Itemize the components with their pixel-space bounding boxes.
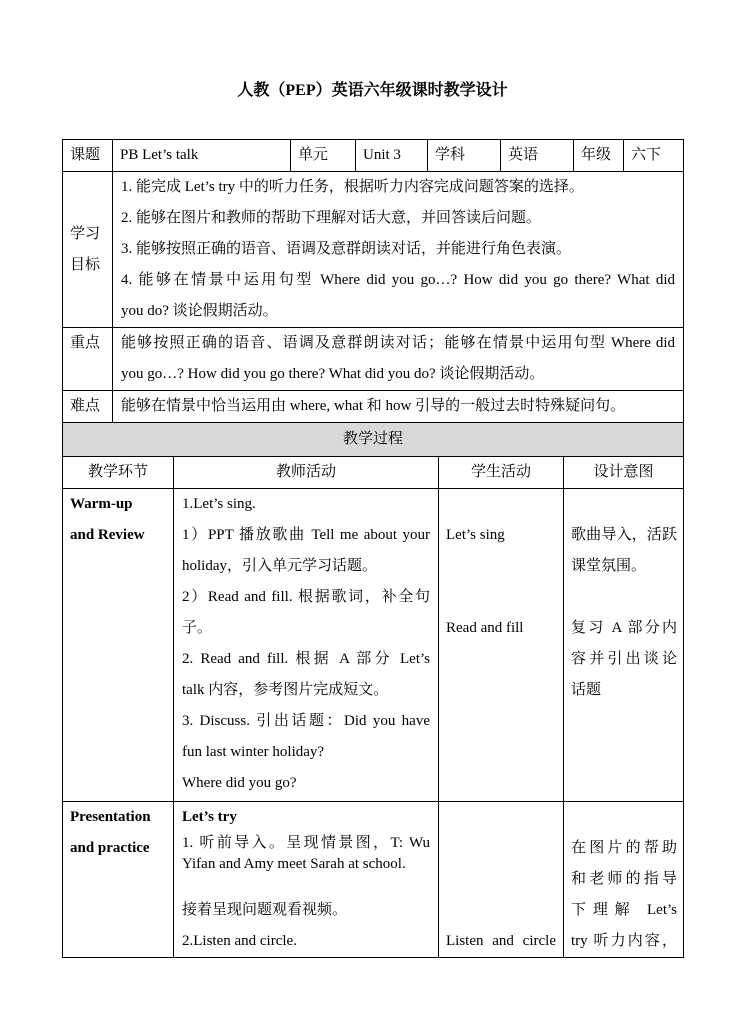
objectives-label-line: 目标: [70, 256, 101, 273]
objective-line: you do? 谈论假期活动。: [121, 303, 278, 319]
objective-line: 1. 能完成 Let’s try 中的听力任务，根据听力内容完成问题答案的选择。: [121, 179, 584, 195]
header-design-intent: 设计意图: [564, 456, 684, 488]
header-student-activity: 学生活动: [439, 456, 564, 488]
design-intent-line: try 听力内容，: [571, 932, 678, 949]
topic-value: PB Let’s talk: [113, 140, 291, 172]
design-intent-line: 在图片的帮助: [571, 839, 678, 856]
teacher-activity-line: holiday，引入单元学习话题。: [182, 557, 377, 574]
key-points-content: [113, 328, 684, 391]
design-intent-line: 课堂氛围。: [571, 557, 647, 574]
lesson-info-table: [62, 139, 684, 423]
student-activity-item: Let’s sing: [446, 526, 505, 543]
stage-row-warm-up: [63, 488, 684, 801]
subject-label: 学科: [428, 140, 501, 172]
lesson-info-row: [63, 140, 684, 172]
teacher-activity-line: 2.Listen and circle.: [182, 932, 297, 949]
teacher-activity-line: 接着呈现问题观看视频。: [182, 901, 348, 918]
topic-label: 课题: [63, 140, 113, 172]
grade-value: 六下: [624, 140, 684, 172]
student-activity-item: Listen and circle: [446, 932, 556, 949]
student-activity-cell: [439, 801, 564, 957]
stage-name-line: and Review: [70, 526, 145, 543]
teacher-activity-line: talk 内容，参考图片完成短文。: [182, 681, 389, 698]
teacher-activity-line: 3. Discuss. 引出话题：Did you have: [182, 712, 430, 729]
stage-row-presentation: [63, 801, 684, 957]
teacher-activity-line: 1. 听前导入。呈现情景图，T: Wu: [182, 834, 430, 851]
process-title: 教学过程: [63, 423, 684, 456]
difficulties-line: 能够在情景中恰当运用由 where, what 和 how 引导的一般过去时特殊疑问句。: [121, 398, 626, 414]
key-points-line: 能够按照正确的语音、语调及意群朗读对话；能够在情景中运用句型 Where did: [121, 335, 675, 351]
key-points-row: [63, 328, 684, 391]
teacher-activity-line: 1）PPT 播放歌曲 Tell me about your: [182, 526, 430, 543]
key-points-label: 重点: [63, 328, 113, 391]
objectives-label: [63, 172, 113, 328]
difficulties-label: 难点: [63, 391, 113, 423]
process-title-row: [63, 423, 684, 456]
design-intent-line: 复习 A 部分内: [571, 619, 678, 636]
teacher-activity-line: Where did you go?: [182, 774, 297, 791]
stage-name-cell: [63, 488, 174, 801]
student-activity-cell: [439, 488, 564, 801]
teacher-activity-line: Yifan and Amy meet Sarah at school.: [182, 855, 406, 872]
stage-name-line: and practice: [70, 839, 150, 856]
difficulties-content: [113, 391, 684, 423]
objectives-label-line: 学习: [70, 225, 101, 242]
design-intent-line: 下理解 Let’s: [571, 901, 678, 918]
unit-label: 单元: [291, 140, 356, 172]
header-teacher-activity: 教师活动: [174, 456, 439, 488]
objectives-row: [63, 172, 684, 328]
student-activity-item: Read and fill: [446, 619, 524, 636]
subject-value: 英语: [501, 140, 574, 172]
page-title: 人教（PEP）英语六年级课时教学设计: [237, 82, 508, 99]
teacher-activity-cell: [174, 801, 439, 957]
stage-name-line: Warm-up: [70, 495, 133, 512]
objectives-content: [113, 172, 684, 328]
teacher-activity-line: 2. Read and fill. 根据 A 部分 Let’s: [182, 650, 430, 667]
header-stage: 教学环节: [63, 456, 174, 488]
grade-label: 年级: [574, 140, 624, 172]
teacher-activity-line: 2）Read and fill. 根据歌词，补全句: [182, 588, 430, 605]
teacher-activity-line: fun last winter holiday?: [182, 743, 325, 760]
lesson-plan-tables: [62, 139, 683, 958]
teaching-process-table: [62, 423, 684, 958]
design-intent-line: 容并引出谈论: [571, 650, 678, 667]
design-intent-line: 歌曲导入，活跃: [571, 526, 678, 543]
stage-name-cell: [63, 801, 174, 957]
teacher-activity-line: 1.Let’s sing.: [182, 495, 256, 512]
design-intent-cell: [564, 488, 684, 801]
teacher-activity-cell: [174, 488, 439, 801]
design-intent-line: 和老师的指导: [571, 870, 678, 887]
key-points-line: you go…? How did you go there? What did you do? 谈论假期活动。: [121, 366, 545, 382]
teacher-activity-line: 子。: [182, 619, 213, 636]
teacher-activity-heading: Let’s try: [182, 808, 237, 825]
unit-value: Unit 3: [356, 140, 428, 172]
design-intent-cell: [564, 801, 684, 957]
objective-line: 3. 能够按照正确的语音、语调及意群朗读对话，并能进行角色表演。: [121, 241, 572, 257]
stage-name-line: Presentation: [70, 808, 151, 825]
difficulties-row: [63, 391, 684, 423]
process-header-row: [63, 456, 684, 488]
objective-line: 4. 能够在情景中运用句型 Where did you go…? How did you go there? What did: [121, 272, 675, 288]
design-intent-line: 话题: [571, 681, 602, 698]
objective-line: 2. 能够在图片和教师的帮助下理解对话大意，并回答读后问题。: [121, 210, 542, 226]
